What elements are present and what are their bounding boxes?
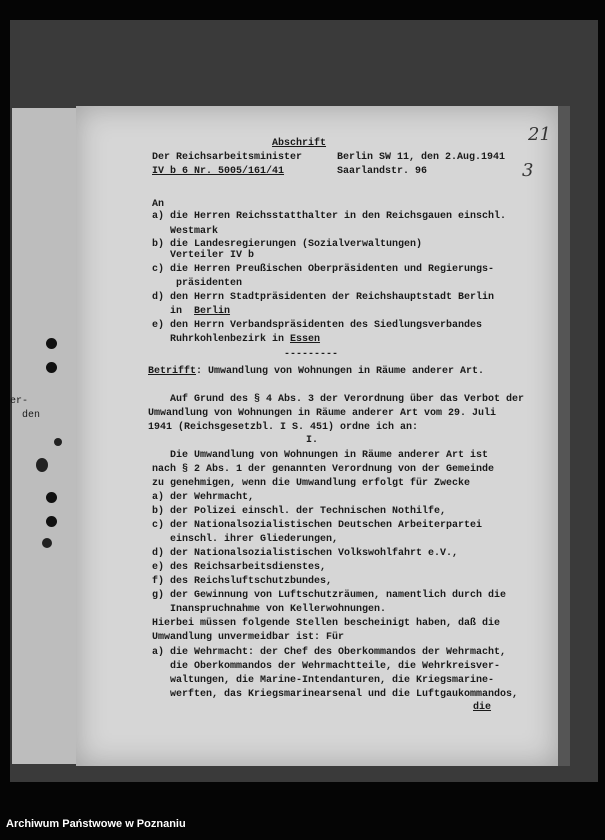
body-line: waltungen, die Marine-Intendanturen, die Kriegsmarine-: [170, 675, 495, 686]
handwritten-page: 3: [522, 160, 534, 181]
stain: [36, 458, 48, 472]
recipient: b) die Landesregierungen (Sozialverwaltungen): [152, 239, 423, 250]
body-line: zu genehmigen, wenn die Umwandlung erfolgt für Zwecke: [152, 478, 471, 489]
body-line: a) der Wehrmacht,: [152, 492, 255, 503]
recipient: d) den Herrn Stadtpräsidenten der Reichshauptstadt Berlin: [152, 292, 495, 303]
recipient: Westmark: [170, 226, 219, 237]
adjacent-page: [12, 108, 76, 764]
body-line: einschl. ihrer Gliederungen,: [170, 534, 339, 545]
place-date: Berlin SW 11, den 2.Aug.1941: [337, 152, 506, 163]
body-line: 1941 (Reichsgesetzbl. I S. 451) ordne ich an:: [148, 422, 419, 433]
left-fragment: den: [22, 410, 41, 421]
recipients-header: An: [152, 199, 165, 210]
recipient-city: Berlin: [194, 306, 231, 317]
recipient: Verteiler IV b: [170, 250, 255, 261]
recipient: c) die Herren Preußischen Oberpräsidenten und Regierungs-: [152, 264, 495, 275]
punch-hole: [46, 516, 57, 527]
body-line: Inanspruchnahme von Kellerwohnungen.: [170, 604, 387, 615]
left-fragment: er-: [10, 396, 29, 407]
archive-footer: Archiwum Państwowe w Poznaniu: [6, 818, 186, 830]
body-line: werften, das Kriegsmarinearsenal und die Luftgaukommandos,: [170, 689, 519, 700]
body-line: b) der Polizei einschl. der Technischen Nothilfe,: [152, 506, 447, 517]
body-line: g) der Gewinnung von Luftschutzräumen, namentlich durch die: [152, 590, 507, 601]
subject: : Umwandlung von Wohnungen in Räume anderer Art.: [196, 366, 485, 377]
stain: [42, 538, 52, 548]
subject-label: Betrifft: [148, 366, 197, 377]
body-line: Auf Grund des § 4 Abs. 3 der Verordnung über das Verbot der: [170, 394, 525, 405]
stain: [54, 438, 62, 446]
recipient: e) den Herrn Verbandspräsidenten des Siedlungsverbandes: [152, 320, 483, 331]
address: Saarlandstr. 96: [337, 166, 428, 177]
punch-hole: [46, 492, 57, 503]
body-line: e) des Reichsarbeitsdienstes,: [152, 562, 327, 573]
recipient: in: [170, 306, 183, 317]
recipient: a) die Herren Reichsstatthalter in den Reichsgauen einschl.: [152, 211, 507, 222]
recipient: präsidenten: [176, 278, 243, 289]
body-line: c) der Nationalsozialistischen Deutschen Arbeiterpartei: [152, 520, 483, 531]
recipient-city: Essen: [290, 334, 321, 345]
separator: ---------: [284, 349, 339, 360]
handwritten-number: 21: [528, 124, 551, 145]
punch-hole: [46, 362, 57, 373]
body-line: Hierbei müssen folgende Stellen bescheinigt haben, daß die: [152, 618, 501, 629]
body-line: Die Umwandlung von Wohnungen in Räume anderer Art ist: [170, 450, 489, 461]
body-line: die Oberkommandos der Wehrmachtteile, die Wehrkreisver-: [170, 661, 501, 672]
body-line: d) der Nationalsozialistischen Volkswohlfahrt e.V.,: [152, 548, 459, 559]
body-line: Umwandlung von Wohnungen in Räume anderer Art vom 29. Juli: [148, 408, 497, 419]
page-edge: [558, 106, 570, 766]
body-line: nach § 2 Abs. 1 der genannten Verordnung von der Gemeinde: [152, 464, 495, 475]
continuation-word: die: [473, 702, 492, 713]
body-line: f) des Reichsluftschutzbundes,: [152, 576, 333, 587]
body-line: Umwandlung unvermeidbar ist: Für: [152, 632, 345, 643]
body-line: a) die Wehrmacht: der Chef des Oberkommandos der Wehrmacht,: [152, 647, 507, 658]
punch-hole: [46, 338, 57, 349]
sender: Der Reichsarbeitsminister: [152, 152, 303, 163]
recipient: Ruhrkohlenbezirk in: [170, 334, 285, 345]
reference: IV b 6 Nr. 5005/161/41: [152, 166, 285, 177]
section-number: I.: [306, 435, 319, 446]
doc-title: Abschrift: [272, 138, 327, 149]
